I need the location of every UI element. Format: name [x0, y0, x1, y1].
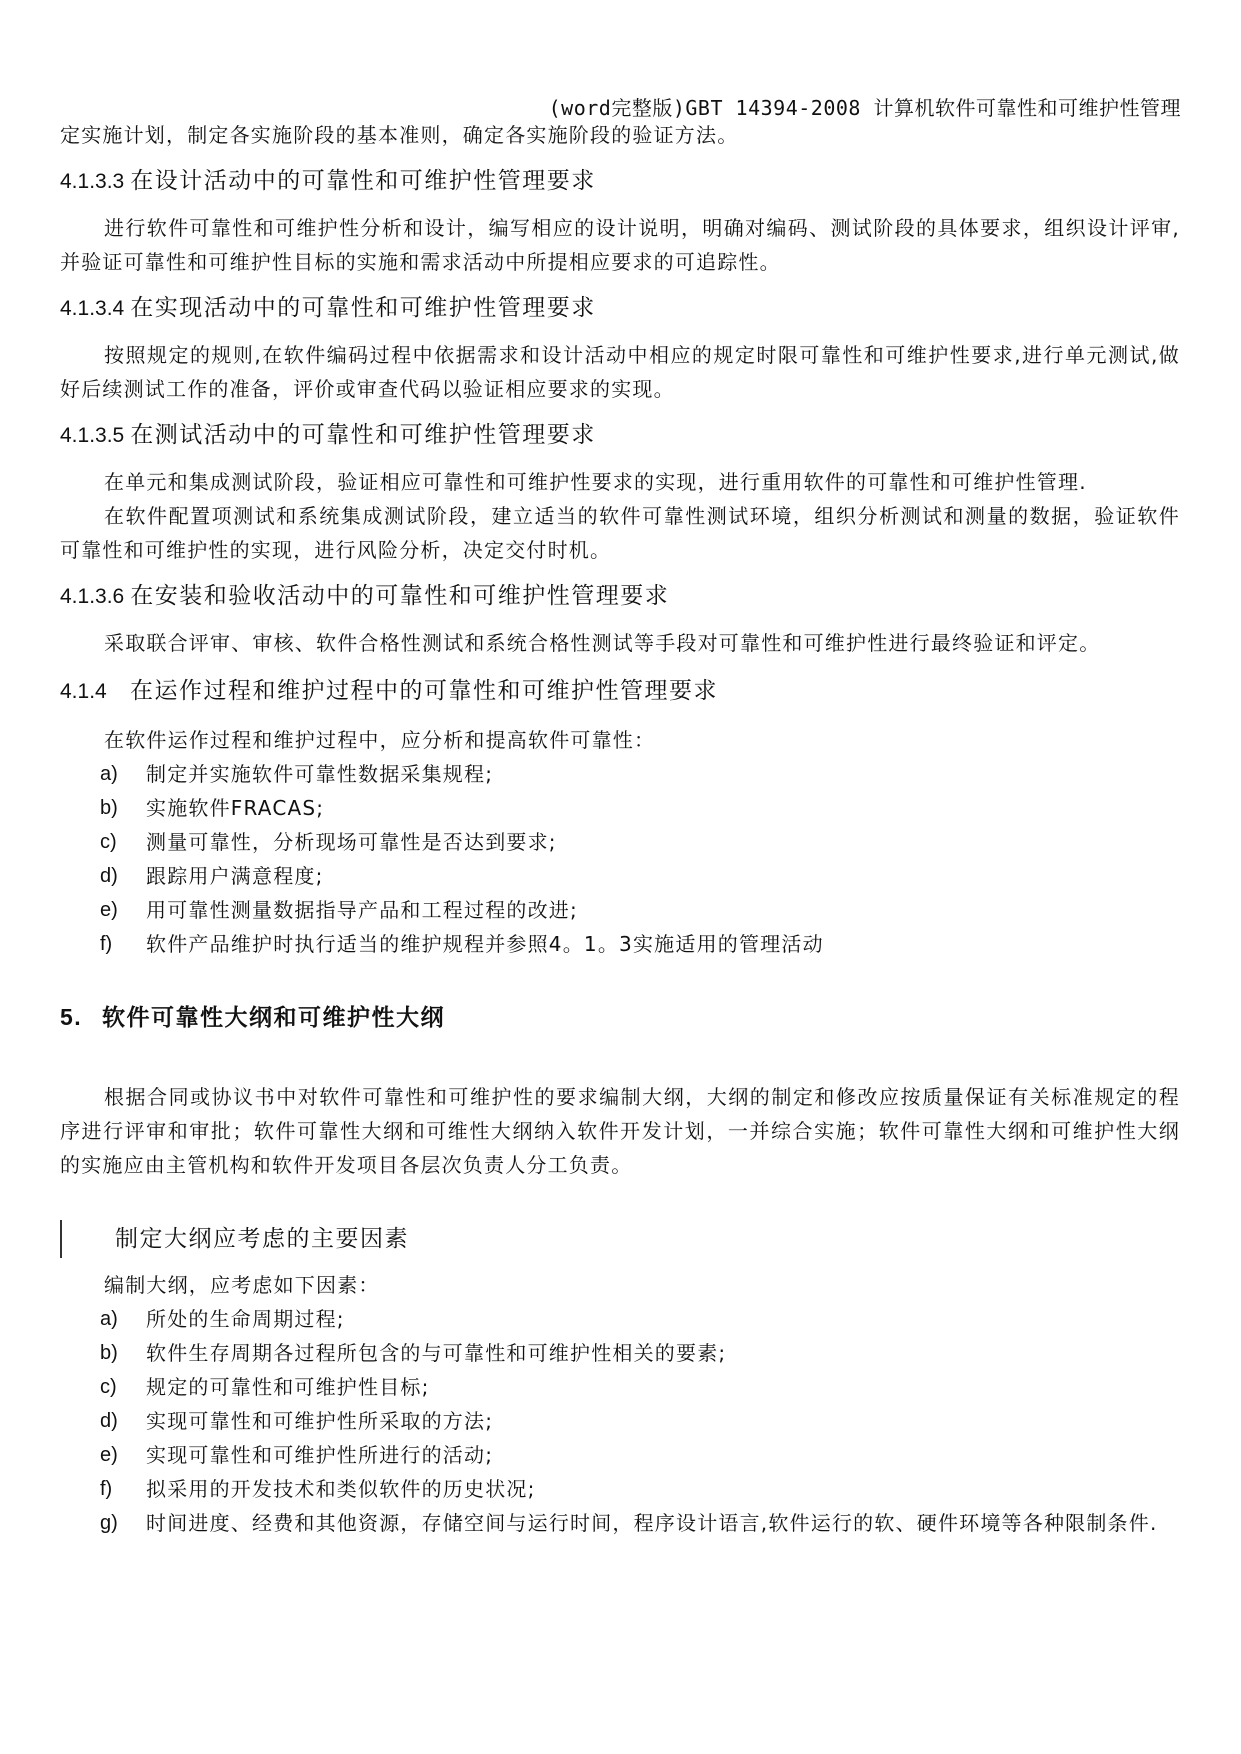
heading-5-1	[60, 1222, 1180, 1256]
heading-4-1-3-5	[60, 418, 1180, 453]
list-item	[60, 1472, 1180, 1506]
list-item	[60, 825, 1180, 859]
paragraph-4-1-3-4: 按照规定的规则,在软件编码过程中依据需求和设计活动中相应的规定时限可靠性和可维护性要求,进行单元测试,做好后续测试工作的准备，评价或审查代码以验证相应要求的实现。	[60, 343, 1180, 401]
heading-title: 在设计活动中的可靠性和可维护性管理要求	[130, 168, 596, 194]
list-marker: a)	[100, 763, 118, 785]
list-item	[60, 927, 1180, 961]
list-text: 实现可靠性和可维护性所进行的活动;	[146, 1443, 494, 1467]
heading-number: 4.1.4	[60, 680, 107, 703]
heading-4-1-3-6	[60, 579, 1180, 614]
heading-title: 在安装和验收活动中的可靠性和可维护性管理要求	[130, 583, 670, 609]
list-5-1	[60, 1302, 1180, 1540]
paragraph-4-1-3-5-a: 在单元和集成测试阶段，验证相应可靠性和可维护性要求的实现，进行重用软件的可靠性和可维护性管理.	[104, 470, 1087, 494]
paragraph-5: 根据合同或协议书中对软件可靠性和可维护性的要求编制大纲，大纲的制定和修改应按质量保证有关标准规定的程序进行评审和审批；软件可靠性大纲和可维性大纲纳入软件开发计划，一并综合实施；软件可靠性大纲和可维护性大纲的实施应由主管机构和软件开发项目各层次负责人分工负责。	[60, 1085, 1180, 1177]
list-marker: e)	[100, 899, 118, 921]
running-header: (word完整版)GBT 14394-2008 计算机软件可靠性和可维护性管理	[548, 96, 1181, 120]
list-text: 实现可靠性和可维护性所采取的方法;	[146, 1409, 494, 1433]
list-text: 所处的生命周期过程;	[146, 1307, 345, 1331]
heading-4-1-4	[60, 674, 1180, 709]
list-marker: g)	[100, 1512, 118, 1534]
list-marker: f)	[100, 933, 113, 955]
list-item	[60, 859, 1180, 893]
list-item	[60, 1370, 1180, 1404]
heading-title: 软件可靠性大纲和可维护性大纲	[102, 1005, 445, 1031]
heading-4-1-3-4	[60, 291, 1180, 326]
list-text: 时间进度、经费和其他资源，存储空间与运行时间，程序设计语言,软件运行的软、硬件环境等各种限制条件.	[146, 1511, 1158, 1535]
heading-change-bar	[60, 1220, 62, 1258]
heading-title: 在实现活动中的可靠性和可维护性管理要求	[130, 295, 596, 321]
list-marker: b)	[100, 1342, 118, 1364]
list-item	[60, 757, 1180, 791]
list-text: 制定并实施软件可靠性数据采集规程;	[146, 762, 494, 786]
list-text: 规定的可靠性和可维护性目标;	[146, 1375, 430, 1399]
list-marker: c)	[100, 831, 117, 853]
list-text: 实施软件FRACAS;	[146, 796, 325, 820]
list-lead-4-1-4: 在软件运作过程和维护过程中，应分析和提高软件可靠性：	[104, 728, 656, 752]
heading-title: 制定大纲应考虑的主要因素	[115, 1226, 409, 1252]
list-text: 拟采用的开发技术和类似软件的历史状况;	[146, 1477, 536, 1501]
list-marker: e)	[100, 1444, 118, 1466]
heading-number: 4.1.3.4	[60, 297, 125, 320]
list-marker: c)	[100, 1376, 117, 1398]
list-marker: f)	[100, 1478, 113, 1500]
heading-4-1-3-3	[60, 164, 1180, 199]
list-text: 跟踪用户满意程度;	[146, 864, 324, 888]
list-item	[60, 893, 1180, 927]
list-marker: d)	[100, 865, 118, 887]
heading-5	[60, 999, 1180, 1036]
intro-line: 定实施计划，制定各实施阶段的基本准则，确定各实施阶段的验证方法。	[60, 123, 739, 147]
list-text: 用可靠性测量数据指导产品和工程过程的改进;	[146, 898, 578, 922]
list-item	[60, 1506, 1180, 1540]
list-text: 测量可靠性，分析现场可靠性是否达到要求;	[146, 830, 557, 854]
list-item	[60, 1404, 1180, 1438]
document-body	[60, 118, 1180, 1540]
list-item	[60, 1438, 1180, 1472]
paragraph-4-1-3-5-b: 在软件配置项测试和系统集成测试阶段，建立适当的软件可靠性测试环境，组织分析测试和测量的数据，验证软件可靠性和可维护性的实现，进行风险分析，决定交付时机。	[60, 504, 1180, 562]
list-text: 软件生存周期各过程所包含的与可靠性和可维护性相关的要素;	[146, 1341, 727, 1365]
paragraph-4-1-3-3: 进行软件可靠性和可维护性分析和设计，编写相应的设计说明，明确对编码、测试阶段的具体要求，组织设计评审,并验证可靠性和可维护性目标的实施和需求活动中所提相应要求的可追踪性。	[60, 216, 1180, 274]
list-text: 软件产品维护时执行适当的维护规程并参照4。1。3实施适用的管理活动	[146, 932, 824, 956]
heading-title: 在运作过程和维护过程中的可靠性和可维护性管理要求	[130, 678, 718, 704]
heading-number: 4.1.3.3	[60, 170, 125, 193]
paragraph-4-1-3-6: 采取联合评审、审核、软件合格性测试和系统合格性测试等手段对可靠性和可维护性进行最终验证和评定。	[104, 631, 1101, 655]
heading-number: 5.	[60, 1004, 83, 1030]
list-marker: b)	[100, 797, 118, 819]
heading-number: 4.1.3.6	[60, 585, 125, 608]
heading-title: 在测试活动中的可靠性和可维护性管理要求	[130, 422, 596, 448]
list-marker: a)	[100, 1308, 118, 1330]
list-4-1-4	[60, 757, 1180, 961]
list-item	[60, 791, 1180, 825]
list-item	[60, 1336, 1180, 1370]
heading-number: 4.1.3.5	[60, 424, 125, 447]
list-marker: d)	[100, 1410, 118, 1432]
list-item	[60, 1302, 1180, 1336]
list-lead-5-1: 编制大纲，应考虑如下因素：	[104, 1273, 380, 1297]
